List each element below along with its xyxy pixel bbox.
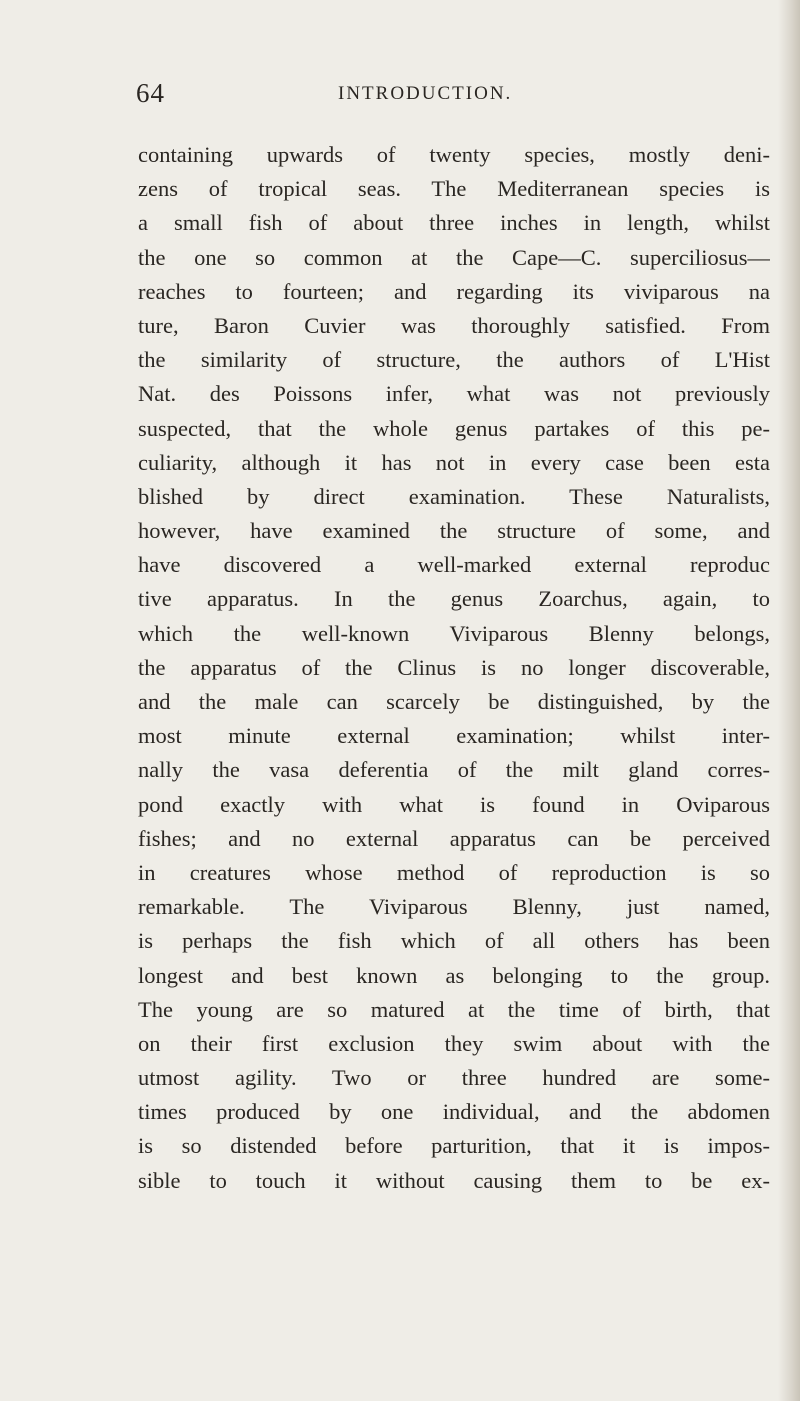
text-line: remarkable. The Viviparous Blenny, just named, <box>138 894 770 920</box>
text-line: have discovered a well-marked external reproduc <box>138 552 770 578</box>
page-number: 64 <box>136 78 165 108</box>
text-line: which the well-known Viviparous Blenny belongs, <box>138 620 770 646</box>
text-line: tive apparatus. In the genus Zoarchus, again, to <box>138 586 770 612</box>
text-line: most minute external examination; whilst inter- <box>138 723 770 749</box>
text-line: the similarity of structure, the authors of L'Hist <box>138 347 770 373</box>
text-line: nally the vasa deferentia of the milt gland corres- <box>138 757 770 783</box>
running-head: INTRODUCTION. <box>338 83 513 104</box>
text-line: is perhaps the fish which of all others has been <box>138 928 770 954</box>
text-line: zens of tropical seas. The Mediterranean species is <box>138 176 770 202</box>
text-line: The young are so matured at the time of birth, that <box>138 996 770 1022</box>
text-line: utmost agility. Two or three hundred are some- <box>138 1065 770 1091</box>
text-line: longest and best known as belonging to the group. <box>138 962 770 988</box>
text-line: times produced by one individual, and the abdomen <box>138 1099 770 1125</box>
text-line: the apparatus of the Clinus is no longer discoverable, <box>138 654 770 680</box>
text-line: culiarity, although it has not in every case been esta <box>138 449 770 475</box>
text-line: pond exactly with what is found in Oviparous <box>138 791 770 817</box>
page-edge-shadow <box>778 0 800 1401</box>
text-line: reaches to fourteen; and regarding its viviparous na <box>138 278 770 304</box>
text-line: on their first exclusion they swim about with the <box>138 1030 770 1056</box>
text-line: suspected, that the whole genus partakes of this pe- <box>138 415 770 441</box>
text-line: fishes; and no external apparatus can be perceived <box>138 825 770 851</box>
text-line: sible to touch it without causing them to be ex- <box>138 1167 770 1193</box>
text-line: in creatures whose method of reproduction is so <box>138 859 770 885</box>
text-line: is so distended before parturition, that it is impos- <box>138 1133 770 1159</box>
text-line: however, have examined the structure of some, and <box>138 518 770 544</box>
text-line: and the male can scarcely be distinguished, by the <box>138 689 770 714</box>
text-line: ture, Baron Cuvier was thoroughly satisfied. From <box>138 312 770 338</box>
page-header <box>0 78 780 118</box>
body-text <box>138 138 770 1198</box>
text-line: a small fish of about three inches in length, whilst <box>138 210 770 236</box>
text-line: containing upwards of twenty species, mostly deni- <box>138 142 770 167</box>
text-line: Nat. des Poissons infer, what was not previously <box>138 381 770 407</box>
text-line: the one so common at the Cape—C. superciliosus— <box>138 244 770 270</box>
text-line: blished by direct examination. These Naturalists, <box>138 483 770 509</box>
